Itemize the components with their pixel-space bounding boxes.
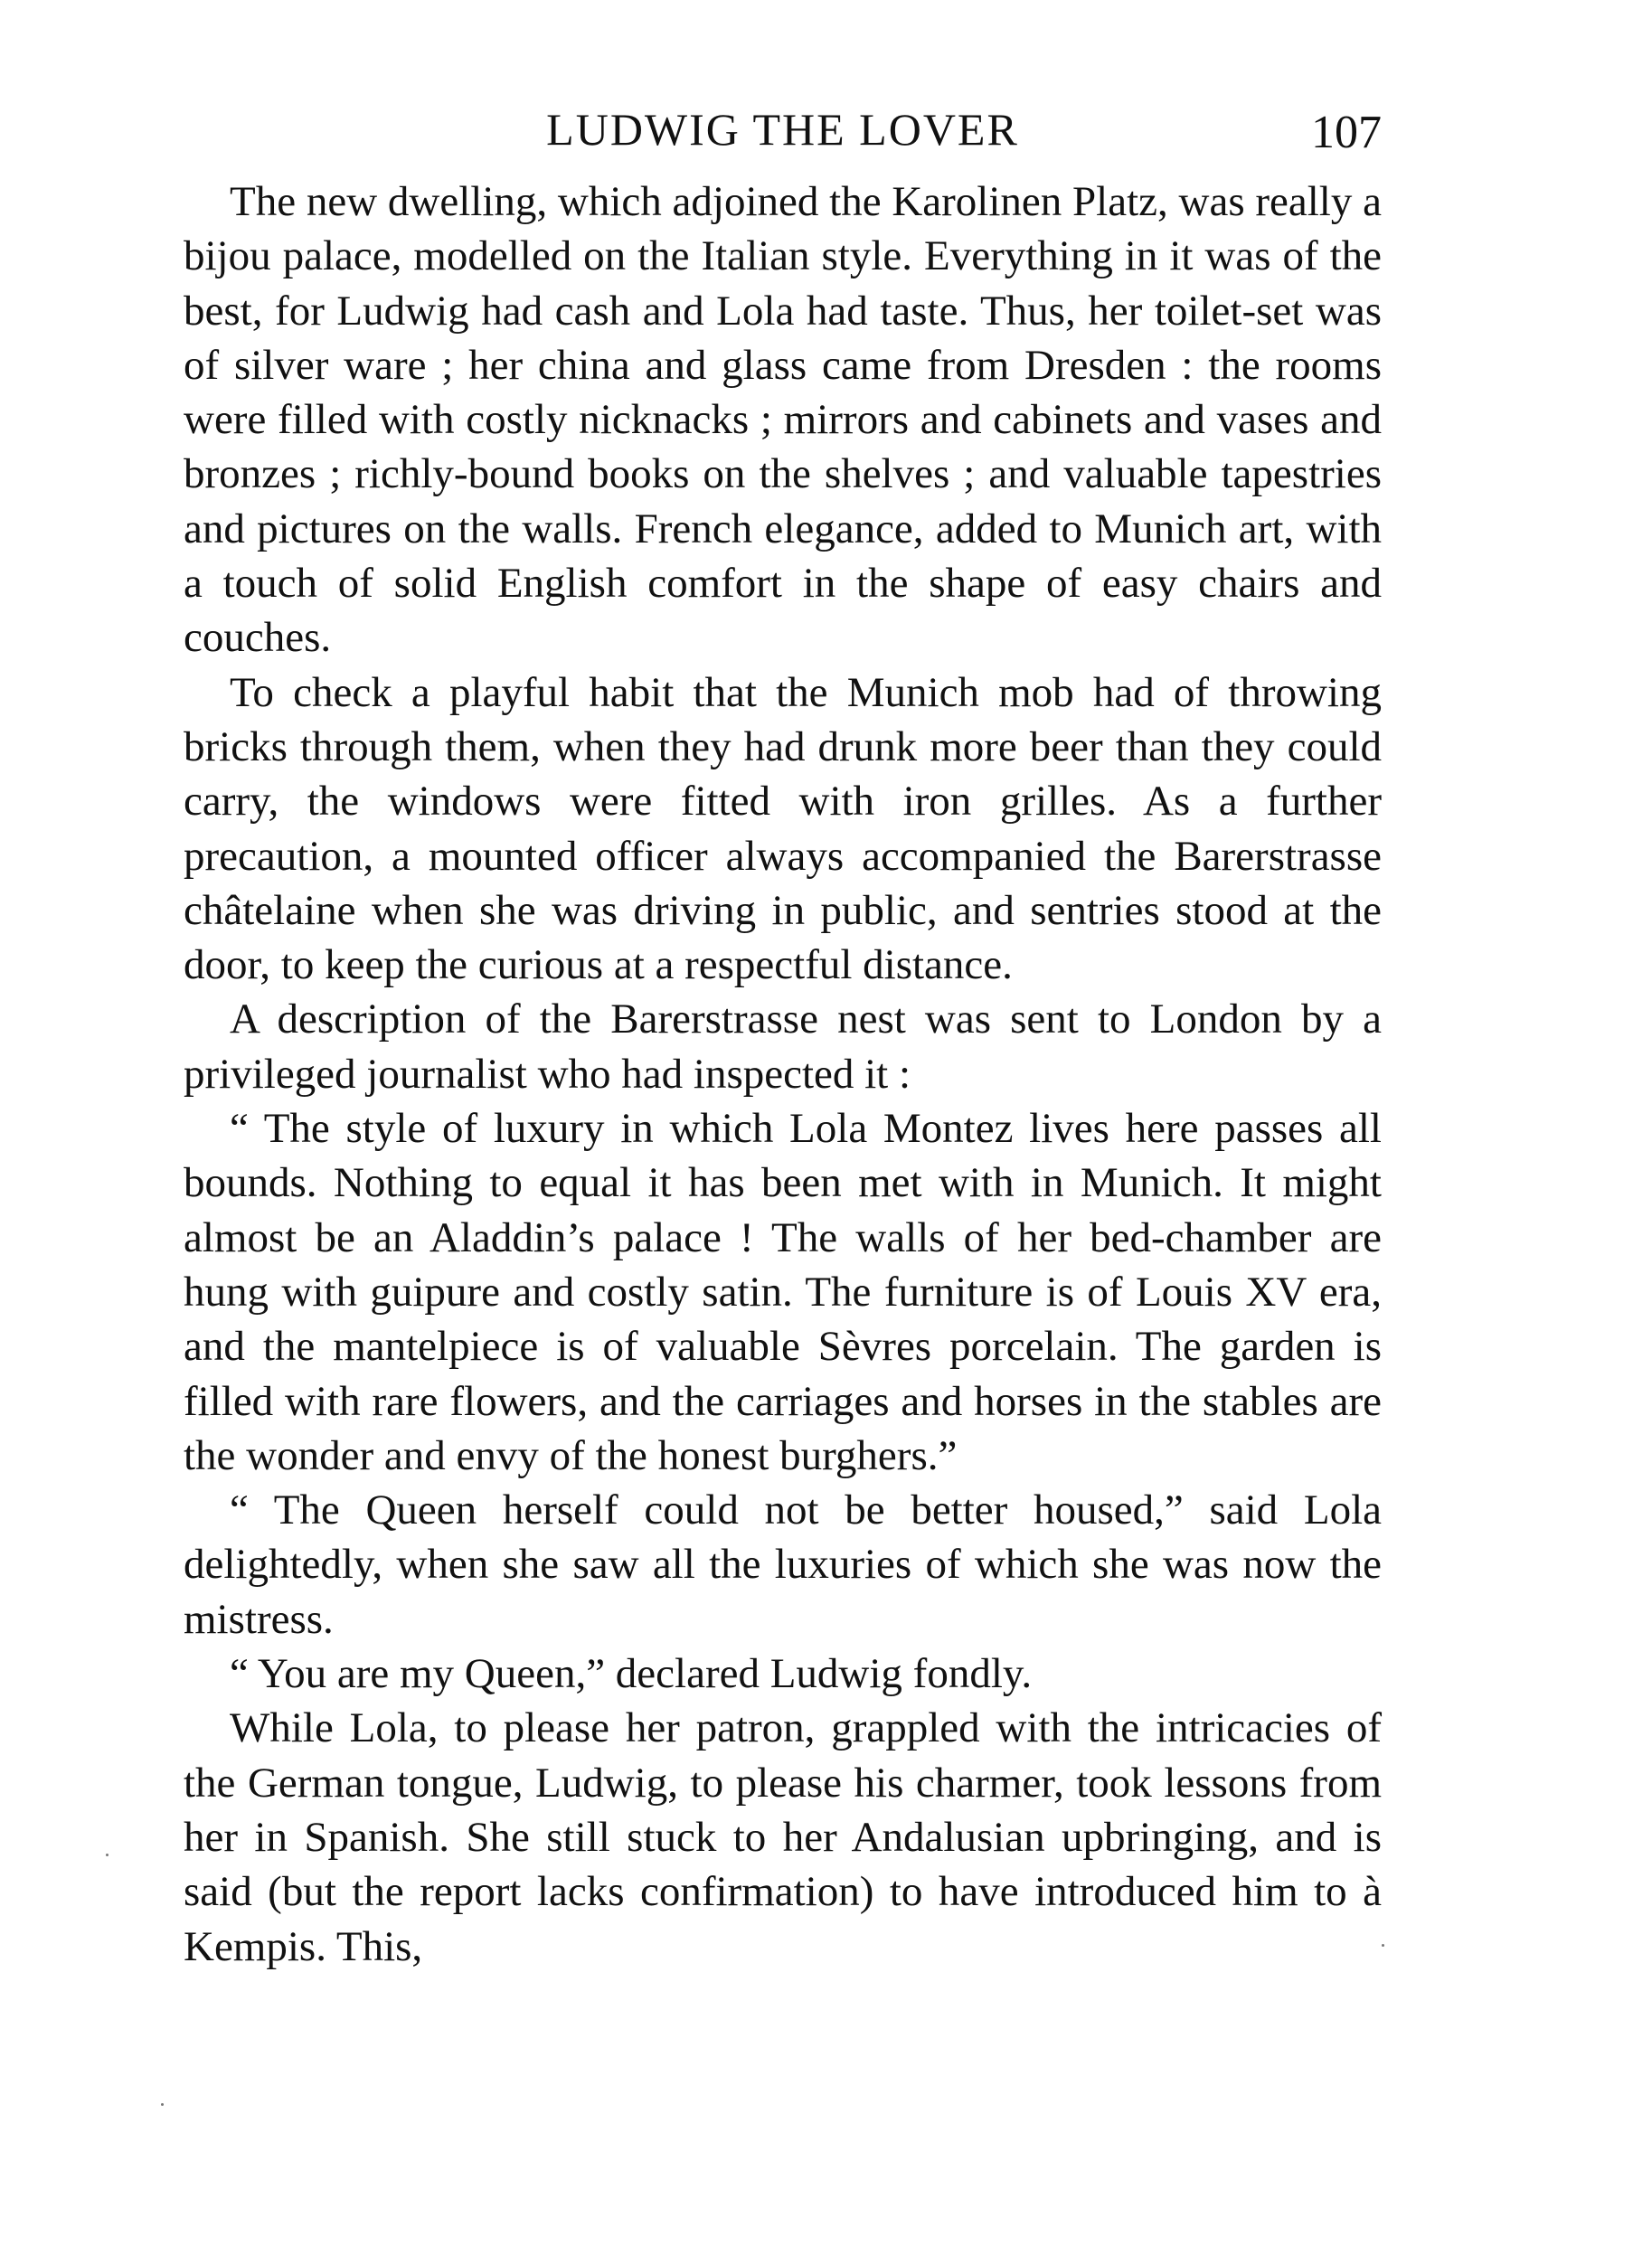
paragraph-quotation: “ The style of luxury in which Lola Montez lives here passes all bounds. Nothing to equal it has been met with in Munich. It might almost be an Aladdin’s palace ! The walls of her bed-chamber are hung with guipure and costly satin. The furniture is of Louis XV era, and the mantelpiece is of valuable Sèvres porcelain. The garden is filled with rare flowers, and the carriages and horses in the stables are the wonder and envy of the honest burghers.” [184,1105,1382,1479]
ink-speck [161,2103,164,2106]
ink-speck [1382,1944,1384,1947]
body-text [184,175,1382,1974]
paragraph-spanish-lessons: While Lola, to please her patron, grappled with the intricacies of the German tongue, Ludwig, to please his charmer, took lessons from her in Spanish. She still stuck to her Andalusian upbringing, and is said (but the report lacks confirmation) to have introduced him to à Kempis. This, [184,1704,1382,1970]
running-head [184,98,1382,161]
paragraph-dwelling: The new dwelling, which adjoined the Karolinen Platz, was really a bijou palace, modelled on the Italian style. Everything in it was of the best, for Ludwig had cash and Lola had taste. Thus, her toilet-set was of silver ware ; her china and glass came from Dresden : the rooms were filled with costly nicknacks ; mirrors and cabinets and vases and bronzes ; richly-bound books on the shelves ; and valuable tapestries and pictures on the walls. French elegance, added to Munich art, with a touch of solid English comfort in the shape of easy chairs and couches. [184,178,1382,662]
page-number: 107 [1311,107,1382,158]
running-title: LUDWIG THE LOVER [546,104,1019,155]
ink-speck [106,1854,109,1856]
paragraph-windows: To check a playful habit that the Munich mob had of throwing bricks through them, when they had drunk more beer than they could carry, the windows were fitted with iron grilles. As a further precaution, a mounted officer always accompanied the Barerstrasse châtelaine when she was driving in public, and sentries stood at the door, to keep the curious at a respectful distance. [184,668,1382,989]
paragraph-my-queen: “ You are my Queen,” declared Ludwig fondly. [230,1650,1033,1698]
paragraph-description: A description of the Barerstrasse nest was sent to London by a privileged journalist who had inspected it : [184,996,1382,1098]
paragraph-queen-housed: “ The Queen herself could not be better housed,” said Lola delightedly, when she saw all the luxuries of which she was now the mistress. [184,1486,1382,1643]
